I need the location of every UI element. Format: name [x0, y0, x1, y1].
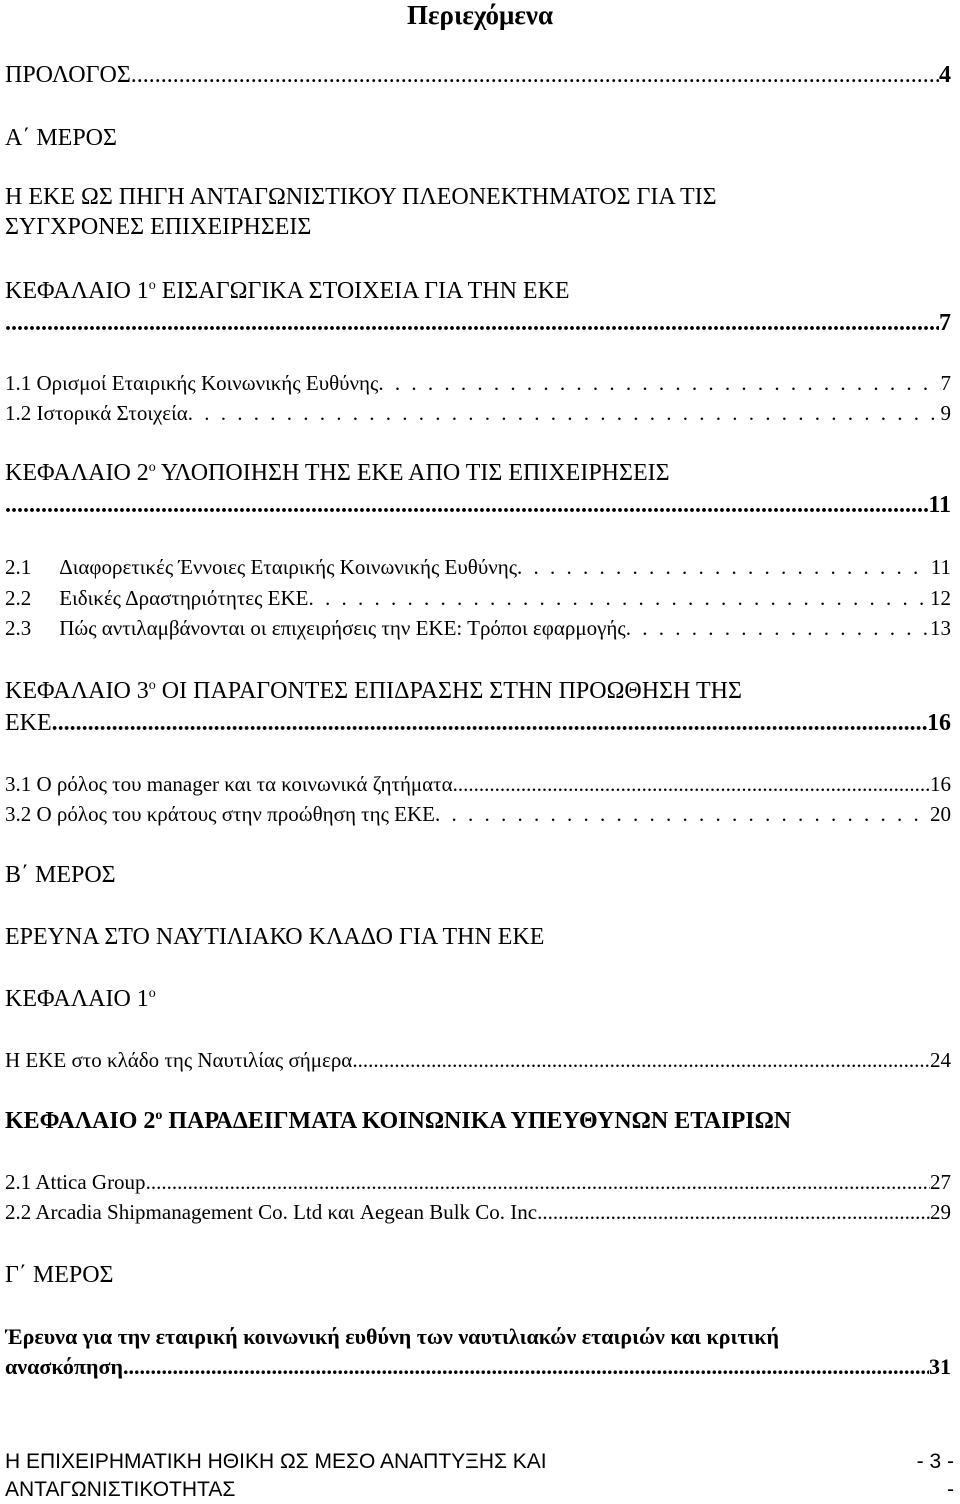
- dot-leader: [52, 710, 927, 737]
- chapter-title: ΥΛΟΠΟΙΗΣΗ ΤΗΣ ΕΚΕ ΑΠΟ ΤΙΣ ΕΠΙΧΕΙΡΗΣΕΙΣ: [160, 460, 670, 486]
- toc-number: 2.1: [5, 555, 32, 579]
- dot-leader: [131, 62, 939, 89]
- toc-entry-chapter-1[interactable]: [5, 278, 951, 305]
- toc-page: 11: [928, 492, 951, 518]
- toc-label: 3.1 Ο ρόλος του manager και τα κοινωνικά ζητήματα: [5, 772, 453, 796]
- footer-page-dash: -: [947, 1478, 954, 1501]
- ordinal-sup: ο: [155, 1108, 163, 1123]
- toc-label: ανασκόπηση: [5, 1354, 123, 1379]
- chapter-prefix: ΚΕΦΑΛΑΙΟ 3: [5, 678, 149, 704]
- chapter-prefix: ΚΕΦΑΛΑΙΟ 1: [5, 986, 149, 1012]
- part-a-heading: Α΄ ΜΕΡΟΣ: [5, 125, 117, 151]
- chapter-title-cont: ΕΚΕ: [5, 710, 52, 736]
- dot-leader: [453, 772, 930, 797]
- toc-label: Πώς αντιλαμβάνονται οι επιχειρήσεις την ΕΚΕ: Τρόποι εφαρμογής: [59, 616, 626, 640]
- ordinal-sup: ο: [148, 678, 156, 693]
- dot-leader: [123, 1354, 929, 1380]
- toc-entry-1-1[interactable]: [5, 371, 951, 396]
- toc-number: 2.3: [5, 616, 32, 640]
- toc-label: 2.2 Arcadia Shipmanagement Co. Ltd και Aegean Bulk Co. Inc: [5, 1200, 538, 1224]
- footer-title-line1: Η ΕΠΙΧΕΙΡΗΜΑΤΙΚΗ ΗΘΙΚΗ ΩΣ ΜΕΣΟ ΑΝΑΠΤΥΞΗΣ ΚΑΙ: [5, 1450, 547, 1473]
- toc-label: Ειδικές Δραστηριότητες ΕΚΕ: [59, 586, 309, 610]
- toc-page: 7: [940, 371, 951, 395]
- toc-entry-b-1[interactable]: [5, 1048, 951, 1073]
- dot-leader: [5, 492, 928, 519]
- ordinal-sup: ο: [148, 278, 156, 293]
- chapter-prefix: ΚΕΦΑΛΑΙΟ 1: [5, 278, 149, 304]
- dot-leader: [517, 555, 931, 580]
- chapter-prefix: ΚΕΦΑΛΑΙΟ 2: [5, 1108, 156, 1134]
- dot-leader: [435, 802, 930, 827]
- part-b-chapter-1: [5, 986, 951, 1013]
- toc-label: 3.2 Ο ρόλος του κράτους στην προώθηση της ΕΚΕ: [5, 802, 435, 826]
- toc-page: 4: [939, 62, 951, 88]
- toc-page: 29: [930, 1200, 951, 1224]
- page-title: Περιεχόμενα: [406, 0, 554, 30]
- dot-leader: [146, 1170, 930, 1195]
- toc-entry-1-2[interactable]: [5, 401, 951, 426]
- toc-page: 16: [927, 710, 951, 736]
- toc-page: 13: [930, 616, 951, 640]
- toc-entry-3-2[interactable]: [5, 802, 951, 827]
- dot-leader: [378, 371, 940, 396]
- toc-entry-b-chapter-2[interactable]: [5, 1108, 951, 1135]
- toc-page: 16: [930, 772, 951, 796]
- footer-title-line2: ΑΝΤΑΓΩΝΙΣΤΙΚΟΤΗΤΑΣ: [5, 1478, 236, 1501]
- part-c-heading: Γ΄ ΜΕΡΟΣ: [5, 1262, 114, 1288]
- chapter-2-leader-line[interactable]: [5, 492, 951, 519]
- toc-entry-prologue[interactable]: [5, 62, 951, 89]
- dot-leader: [5, 310, 939, 337]
- toc-entry-chapter-3[interactable]: [5, 678, 951, 705]
- toc-page: 20: [930, 802, 951, 826]
- toc-label: Η ΕΚΕ στο κλάδο της Ναυτιλίας σήμερα: [5, 1048, 353, 1072]
- toc-label: 1.1 Ορισμοί Εταιρικής Κοινωνικής Ευθύνης: [5, 371, 379, 395]
- toc-entry-3-1[interactable]: [5, 772, 951, 797]
- footer-page-number: - 3 -: [916, 1450, 954, 1473]
- toc-entry-b-2-2[interactable]: [5, 1200, 951, 1225]
- part-a-title-line1: Η ΕΚΕ ΩΣ ΠΗΓΗ ΑΝΤΑΓΩΝΙΣΤΙΚΟΥ ΠΛΕΟΝΕΚΤΗΜΑΤΟΣ ΓΙΑ ΤΙΣ: [5, 184, 717, 210]
- toc-entry-chapter-2[interactable]: [5, 460, 951, 487]
- chapter-1-leader-line[interactable]: [5, 310, 951, 337]
- toc-page: 24: [930, 1048, 951, 1072]
- toc-page: 9: [940, 401, 951, 425]
- toc-page: 27: [930, 1170, 951, 1194]
- toc-page: 31: [929, 1354, 951, 1379]
- toc-label: 1.2 Ιστορικά Στοιχεία: [5, 401, 188, 425]
- chapter-prefix: ΚΕΦΑΛΑΙΟ 2: [5, 460, 149, 486]
- chapter-title: ΠΑΡΑΔΕΙΓΜΑΤΑ ΚΟΙΝΩΝΙΚΑ ΥΠΕΥΘΥΝΩΝ ΕΤΑΙΡΙΩΝ: [168, 1108, 792, 1134]
- toc-entry-2-2[interactable]: [5, 586, 951, 611]
- toc-entry-2-3[interactable]: [5, 616, 951, 641]
- toc-label: Διαφορετικές Έννοιες Εταιρικής Κοινωνικής Ευθύνης: [59, 555, 518, 579]
- dot-leader: [188, 401, 941, 426]
- toc-entry-2-1[interactable]: [5, 555, 951, 580]
- ordinal-sup: ο: [148, 460, 156, 475]
- chapter-3-leader-line[interactable]: [5, 710, 951, 737]
- toc-entry-b-2-1[interactable]: [5, 1170, 951, 1195]
- dot-leader: [352, 1048, 930, 1073]
- toc-page: 7: [939, 310, 951, 336]
- chapter-title: ΕΙΣΑΓΩΓΙΚΑ ΣΤΟΙΧΕΙΑ ΓΙΑ ΤΗΝ ΕΚΕ: [161, 278, 570, 304]
- toc-label: 2.1 Attica Group: [5, 1170, 146, 1194]
- toc-page: 12: [930, 586, 951, 610]
- dot-leader: [309, 586, 930, 611]
- dot-leader: [537, 1200, 930, 1225]
- toc-number: 2.2: [5, 586, 32, 610]
- toc-label: ΠΡΟΛΟΓΟΣ: [5, 62, 131, 88]
- ordinal-sup: ο: [148, 986, 156, 1001]
- chapter-title: ΟΙ ΠΑΡΑΓΟΝΤΕΣ ΕΠΙΔΡΑΣΗΣ ΣΤΗΝ ΠΡΟΩΘΗΣΗ ΤΗΣ: [161, 678, 742, 704]
- part-c-title-line1: Έρευνα για την εταιρική κοινωνική ευθύνη των ναυτιλιακών εταιριών και κριτική: [5, 1324, 780, 1349]
- toc-page: 11: [930, 555, 951, 579]
- part-b-title: ΕΡΕΥΝΑ ΣΤΟ ΝΑΥΤΙΛΙΑΚΟ ΚΛΑΔΟ ΓΙΑ ΤΗΝ ΕΚΕ: [5, 924, 545, 950]
- dot-leader: [626, 616, 930, 641]
- part-b-heading: Β΄ ΜΕΡΟΣ: [5, 862, 116, 888]
- part-a-title-line2: ΣΥΓΧΡΟΝΕΣ ΕΠΙΧΕΙΡΗΣΕΙΣ: [5, 214, 312, 240]
- toc-entry-part-c[interactable]: [5, 1354, 951, 1380]
